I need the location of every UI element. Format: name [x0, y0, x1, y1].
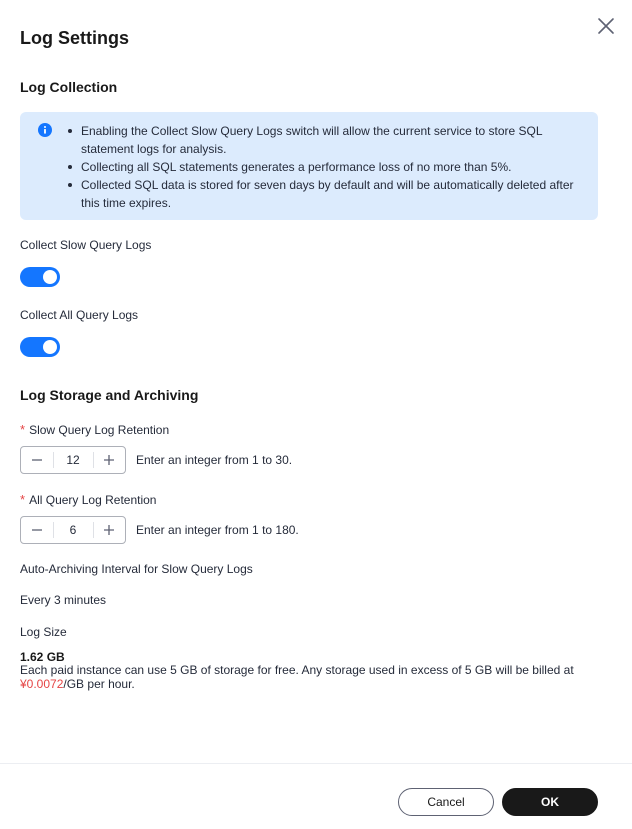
- archiving-label: Auto-Archiving Interval for Slow Query Logs: [20, 562, 253, 576]
- all-retention-input[interactable]: [53, 517, 93, 543]
- all-retention-stepper: [20, 516, 126, 544]
- cancel-button[interactable]: Cancel: [398, 788, 494, 816]
- info-banner: [20, 112, 598, 220]
- log-size-label: Log Size: [20, 625, 67, 639]
- decrement-button[interactable]: [21, 517, 53, 543]
- log-size-note: [20, 663, 610, 691]
- minus-icon: [21, 447, 53, 473]
- plus-icon: [93, 447, 125, 473]
- minus-icon: [21, 517, 53, 543]
- info-item: Collected SQL data is stored for seven days by default and will be automatically deleted after this time expires.: [68, 176, 578, 212]
- info-list: [68, 122, 578, 212]
- info-item: Collecting all SQL statements generates a performance loss of no more than 5%.: [68, 158, 578, 176]
- increment-button[interactable]: [93, 517, 125, 543]
- close-button[interactable]: [596, 16, 616, 36]
- log-collection-title: Log Collection: [20, 79, 118, 95]
- log-size-value: 1.62 GB: [20, 650, 65, 664]
- all-retention-label-text: All Query Log Retention: [29, 493, 157, 507]
- footer-divider: [0, 763, 632, 764]
- slow-retention-label-text: Slow Query Log Retention: [29, 423, 170, 437]
- close-icon: [596, 16, 616, 36]
- slow-query-logs-toggle[interactable]: [20, 267, 60, 287]
- info-item: Enabling the Collect Slow Query Logs switch will allow the current service to store SQL statement logs for analysis.: [68, 122, 578, 158]
- decrement-button[interactable]: [21, 447, 53, 473]
- required-mark: *: [20, 422, 26, 437]
- all-retention-hint: Enter an integer from 1 to 180.: [136, 523, 299, 537]
- info-icon: [38, 123, 52, 137]
- all-query-logs-toggle[interactable]: [20, 337, 60, 357]
- price-value: ¥0.0072: [20, 677, 64, 691]
- log-storage-title: Log Storage and Archiving: [20, 387, 199, 403]
- archiving-value: Every 3 minutes: [20, 593, 107, 607]
- increment-button[interactable]: [93, 447, 125, 473]
- slow-query-logs-label: Collect Slow Query Logs: [20, 238, 152, 252]
- required-mark: *: [20, 492, 26, 507]
- price-suffix: /GB per hour.: [63, 677, 135, 691]
- toggle-knob: [43, 340, 57, 354]
- plus-icon: [93, 517, 125, 543]
- slow-retention-hint: Enter an integer from 1 to 30.: [136, 453, 293, 467]
- log-size-note-text: Each paid instance can use 5 GB of storage for free. Any storage used in excess of 5 GB will be billed at: [20, 663, 574, 677]
- slow-retention-label: [20, 422, 169, 437]
- all-query-logs-label: Collect All Query Logs: [20, 308, 139, 322]
- slow-retention-stepper: [20, 446, 126, 474]
- toggle-knob: [43, 270, 57, 284]
- ok-button[interactable]: OK: [502, 788, 598, 816]
- dialog-title: Log Settings: [20, 28, 129, 48]
- slow-retention-input[interactable]: [53, 447, 93, 473]
- all-retention-label: [20, 492, 156, 507]
